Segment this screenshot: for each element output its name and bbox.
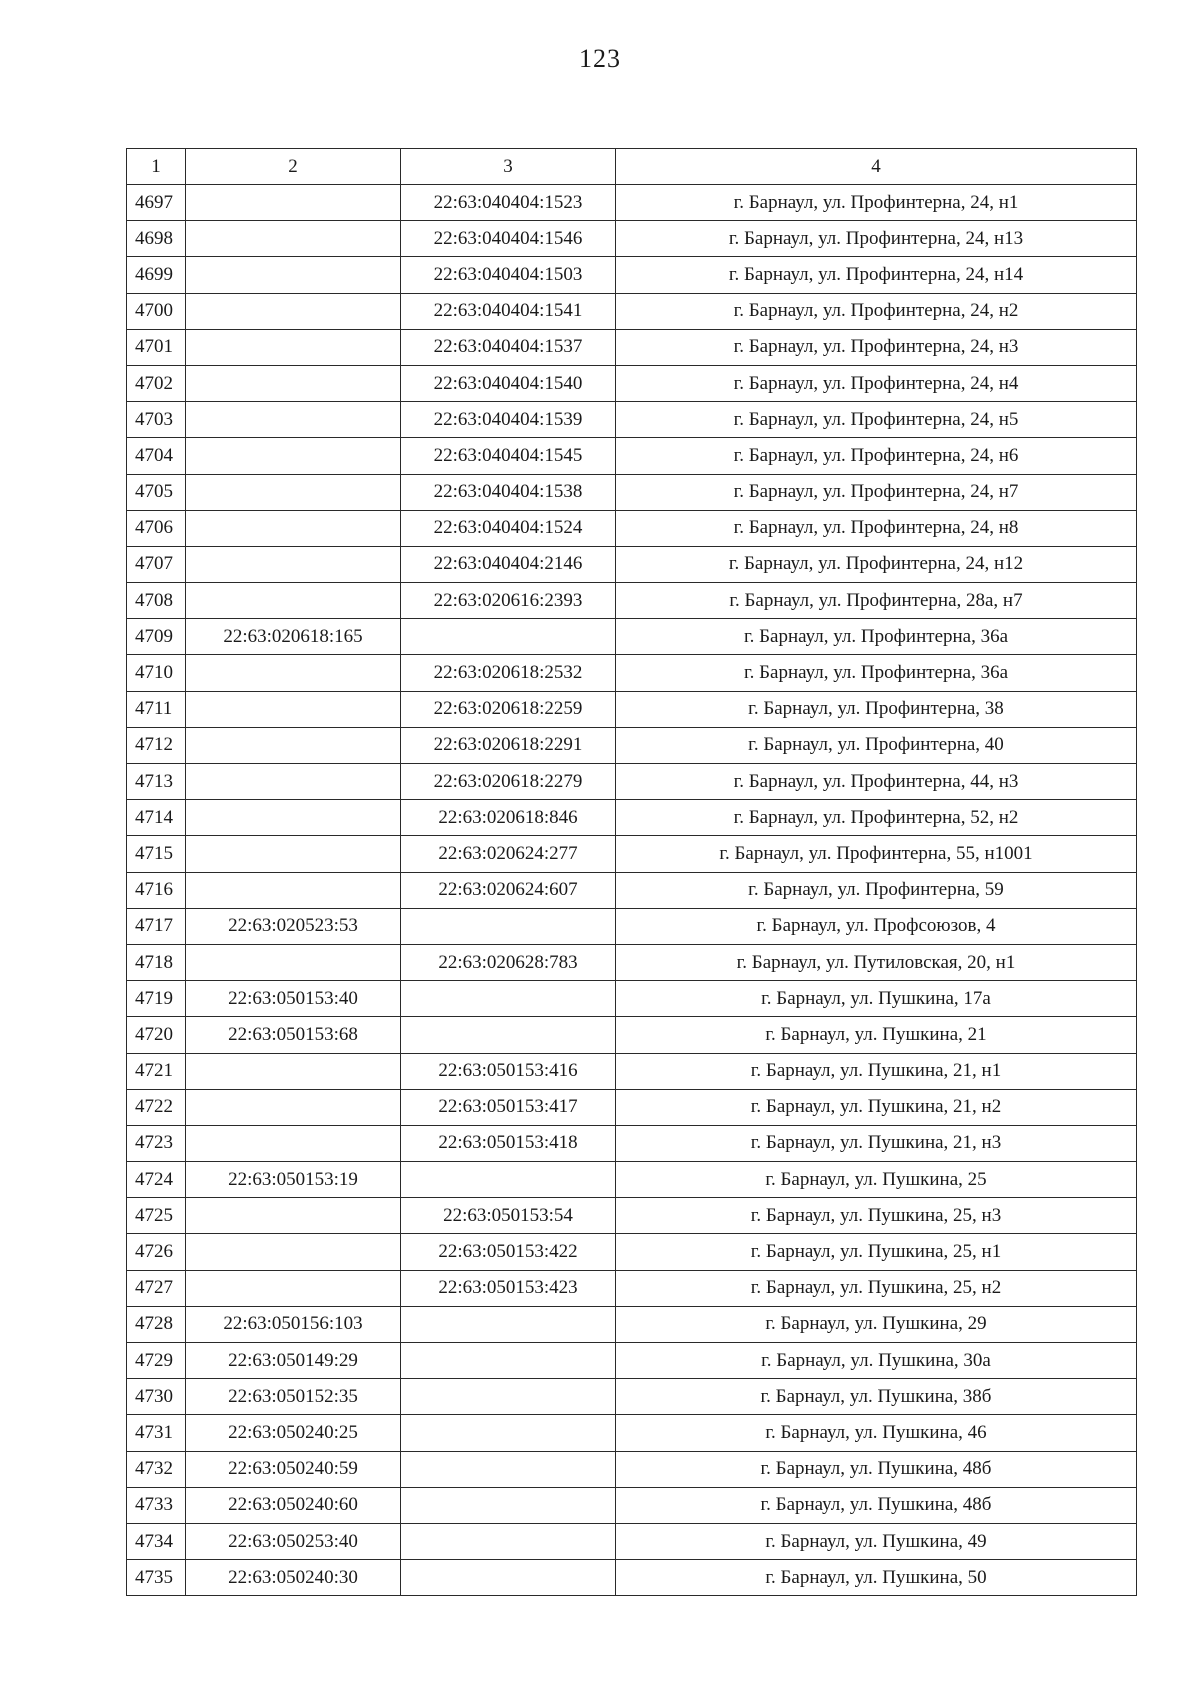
table-row	[127, 510, 1137, 546]
cell-cadastral-number-building: 22:63:050153:423	[401, 1270, 616, 1306]
cell-cadastral-number-land: 22:63:050153:40	[186, 981, 401, 1017]
cell-address: г. Барнаул, ул. Профинтерна, 36а	[616, 619, 1137, 655]
table-row	[127, 1089, 1137, 1125]
cell-address: г. Барнаул, ул. Пушкина, 50	[616, 1560, 1137, 1596]
table-row	[127, 1379, 1137, 1415]
cell-row-number: 4726	[127, 1234, 186, 1270]
cell-address: г. Барнаул, ул. Профинтерна, 24, н14	[616, 257, 1137, 293]
cell-address: г. Барнаул, ул. Профинтерна, 24, н2	[616, 293, 1137, 329]
cell-address: г. Барнаул, ул. Профинтерна, 24, н4	[616, 365, 1137, 401]
cell-cadastral-number-land	[186, 764, 401, 800]
cell-row-number: 4711	[127, 691, 186, 727]
cell-cadastral-number-land	[186, 691, 401, 727]
cell-cadastral-number-land	[186, 800, 401, 836]
table-row	[127, 546, 1137, 582]
cell-cadastral-number-building	[401, 1415, 616, 1451]
cell-row-number: 4731	[127, 1415, 186, 1451]
cell-cadastral-number-building	[401, 1487, 616, 1523]
cell-row-number: 4712	[127, 727, 186, 763]
table-header-row	[127, 149, 1137, 185]
cell-cadastral-number-building: 22:63:040404:1503	[401, 257, 616, 293]
table-row	[127, 727, 1137, 763]
cell-row-number: 4730	[127, 1379, 186, 1415]
cell-row-number: 4727	[127, 1270, 186, 1306]
cell-cadastral-number-building: 22:63:040404:1538	[401, 474, 616, 510]
cell-address: г. Барнаул, ул. Профинтерна, 40	[616, 727, 1137, 763]
cell-address: г. Барнаул, ул. Профинтерна, 28а, н7	[616, 583, 1137, 619]
cell-address: г. Барнаул, ул. Профинтерна, 24, н13	[616, 221, 1137, 257]
cell-cadastral-number-land	[186, 872, 401, 908]
cell-cadastral-number-building: 22:63:020618:846	[401, 800, 616, 836]
table-row	[127, 1451, 1137, 1487]
table-row	[127, 691, 1137, 727]
table-row	[127, 365, 1137, 401]
table-row	[127, 1125, 1137, 1161]
cell-row-number: 4722	[127, 1089, 186, 1125]
cell-cadastral-number-land	[186, 836, 401, 872]
cell-cadastral-number-land	[186, 185, 401, 221]
column-header-2: 2	[186, 149, 401, 185]
cell-cadastral-number-building: 22:63:050153:54	[401, 1198, 616, 1234]
cell-address: г. Барнаул, ул. Профинтерна, 52, н2	[616, 800, 1137, 836]
cell-row-number: 4720	[127, 1017, 186, 1053]
cell-address: г. Барнаул, ул. Профинтерна, 24, н3	[616, 329, 1137, 365]
cell-address: г. Барнаул, ул. Профинтерна, 59	[616, 872, 1137, 908]
cell-cadastral-number-land: 22:63:050253:40	[186, 1523, 401, 1559]
cell-cadastral-number-land	[186, 510, 401, 546]
cell-cadastral-number-building: 22:63:040404:1541	[401, 293, 616, 329]
table-row	[127, 944, 1137, 980]
cell-cadastral-number-land	[186, 293, 401, 329]
cell-address: г. Барнаул, ул. Пушкина, 21, н1	[616, 1053, 1137, 1089]
cell-cadastral-number-land	[186, 1053, 401, 1089]
cell-cadastral-number-building	[401, 1017, 616, 1053]
cell-row-number: 4725	[127, 1198, 186, 1234]
page-number: 123	[579, 44, 621, 73]
cell-cadastral-number-building: 22:63:020618:2532	[401, 655, 616, 691]
cell-address: г. Барнаул, ул. Пушкина, 21, н2	[616, 1089, 1137, 1125]
cell-cadastral-number-building: 22:63:040404:1545	[401, 438, 616, 474]
table-row	[127, 438, 1137, 474]
table-row	[127, 908, 1137, 944]
cell-cadastral-number-building	[401, 1162, 616, 1198]
cell-cadastral-number-land	[186, 329, 401, 365]
cell-cadastral-number-building	[401, 981, 616, 1017]
table-row	[127, 981, 1137, 1017]
cell-cadastral-number-land: 22:63:050152:35	[186, 1379, 401, 1415]
cell-cadastral-number-building: 22:63:020618:2279	[401, 764, 616, 800]
cell-cadastral-number-land	[186, 365, 401, 401]
cell-cadastral-number-building: 22:63:040404:1546	[401, 221, 616, 257]
cell-row-number: 4718	[127, 944, 186, 980]
cell-row-number: 4733	[127, 1487, 186, 1523]
cell-cadastral-number-land	[186, 257, 401, 293]
table-row	[127, 1017, 1137, 1053]
table-row	[127, 655, 1137, 691]
cell-cadastral-number-land	[186, 944, 401, 980]
cell-cadastral-number-building: 22:63:040404:1540	[401, 365, 616, 401]
table-row	[127, 1415, 1137, 1451]
cell-row-number: 4717	[127, 908, 186, 944]
cell-row-number: 4714	[127, 800, 186, 836]
cell-address: г. Барнаул, ул. Профинтерна, 24, н1	[616, 185, 1137, 221]
cell-cadastral-number-building	[401, 1560, 616, 1596]
table-row	[127, 1523, 1137, 1559]
table-row	[127, 1053, 1137, 1089]
table-row	[127, 1234, 1137, 1270]
cell-address: г. Барнаул, ул. Пушкина, 25, н3	[616, 1198, 1137, 1234]
cell-cadastral-number-land	[186, 1234, 401, 1270]
cell-cadastral-number-building: 22:63:020624:607	[401, 872, 616, 908]
cell-row-number: 4715	[127, 836, 186, 872]
cell-cadastral-number-land	[186, 583, 401, 619]
cell-cadastral-number-building	[401, 1379, 616, 1415]
cell-row-number: 4732	[127, 1451, 186, 1487]
cell-address: г. Барнаул, ул. Пушкина, 29	[616, 1306, 1137, 1342]
cell-cadastral-number-building	[401, 1343, 616, 1379]
cell-cadastral-number-building: 22:63:020628:783	[401, 944, 616, 980]
cell-cadastral-number-land	[186, 438, 401, 474]
cell-cadastral-number-building: 22:63:040404:2146	[401, 546, 616, 582]
cell-cadastral-number-land	[186, 1198, 401, 1234]
table-row	[127, 836, 1137, 872]
table-row	[127, 764, 1137, 800]
cell-cadastral-number-land: 22:63:050240:60	[186, 1487, 401, 1523]
table-row	[127, 185, 1137, 221]
cell-row-number: 4699	[127, 257, 186, 293]
cell-cadastral-number-building	[401, 1523, 616, 1559]
cell-address: г. Барнаул, ул. Пушкина, 30а	[616, 1343, 1137, 1379]
table-row	[127, 872, 1137, 908]
cell-cadastral-number-building: 22:63:050153:422	[401, 1234, 616, 1270]
cell-row-number: 4708	[127, 583, 186, 619]
cell-address: г. Барнаул, ул. Профинтерна, 38	[616, 691, 1137, 727]
cell-cadastral-number-land	[186, 727, 401, 763]
cell-cadastral-number-land: 22:63:050149:29	[186, 1343, 401, 1379]
cell-cadastral-number-building: 22:63:040404:1537	[401, 329, 616, 365]
cell-cadastral-number-building: 22:63:040404:1539	[401, 402, 616, 438]
table-row	[127, 1560, 1137, 1596]
cell-cadastral-number-land: 22:63:050240:25	[186, 1415, 401, 1451]
cell-row-number: 4723	[127, 1125, 186, 1161]
cell-row-number: 4697	[127, 185, 186, 221]
cell-cadastral-number-land: 22:63:050156:103	[186, 1306, 401, 1342]
cell-cadastral-number-building: 22:63:020624:277	[401, 836, 616, 872]
cell-cadastral-number-land	[186, 546, 401, 582]
cell-cadastral-number-building: 22:63:050153:416	[401, 1053, 616, 1089]
cell-row-number: 4703	[127, 402, 186, 438]
cell-address: г. Барнаул, ул. Профинтерна, 24, н7	[616, 474, 1137, 510]
cell-address: г. Барнаул, ул. Пушкина, 48б	[616, 1487, 1137, 1523]
cell-row-number: 4734	[127, 1523, 186, 1559]
cell-cadastral-number-building: 22:63:050153:417	[401, 1089, 616, 1125]
cell-cadastral-number-land	[186, 1270, 401, 1306]
cell-address: г. Барнаул, ул. Профинтерна, 24, н6	[616, 438, 1137, 474]
cell-row-number: 4713	[127, 764, 186, 800]
cell-row-number: 4701	[127, 329, 186, 365]
cell-address: г. Барнаул, ул. Пушкина, 46	[616, 1415, 1137, 1451]
cell-address: г. Барнаул, ул. Профсоюзов, 4	[616, 908, 1137, 944]
cell-row-number: 4700	[127, 293, 186, 329]
cell-row-number: 4710	[127, 655, 186, 691]
cell-address: г. Барнаул, ул. Пушкина, 21, н3	[616, 1125, 1137, 1161]
cell-cadastral-number-land: 22:63:020523:53	[186, 908, 401, 944]
cell-cadastral-number-land: 22:63:020618:165	[186, 619, 401, 655]
cell-address: г. Барнаул, ул. Профинтерна, 36а	[616, 655, 1137, 691]
cell-cadastral-number-land	[186, 1125, 401, 1161]
cell-cadastral-number-building: 22:63:040404:1523	[401, 185, 616, 221]
cell-address: г. Барнаул, ул. Профинтерна, 55, н1001	[616, 836, 1137, 872]
table-row	[127, 474, 1137, 510]
column-header-1: 1	[127, 149, 186, 185]
cell-cadastral-number-building: 22:63:020618:2291	[401, 727, 616, 763]
table-body	[127, 185, 1137, 1596]
cell-address: г. Барнаул, ул. Пушкина, 25, н2	[616, 1270, 1137, 1306]
column-header-4: 4	[616, 149, 1137, 185]
cell-cadastral-number-land: 22:63:050153:68	[186, 1017, 401, 1053]
cell-address: г. Барнаул, ул. Пушкина, 38б	[616, 1379, 1137, 1415]
table-row	[127, 619, 1137, 655]
cell-cadastral-number-building: 22:63:020616:2393	[401, 583, 616, 619]
column-header-3: 3	[401, 149, 616, 185]
cell-row-number: 4704	[127, 438, 186, 474]
table-row	[127, 1162, 1137, 1198]
cell-cadastral-number-land	[186, 474, 401, 510]
cell-row-number: 4706	[127, 510, 186, 546]
cell-cadastral-number-land: 22:63:050153:19	[186, 1162, 401, 1198]
cell-row-number: 4705	[127, 474, 186, 510]
cell-row-number: 4735	[127, 1560, 186, 1596]
cell-address: г. Барнаул, ул. Профинтерна, 24, н12	[616, 546, 1137, 582]
cell-row-number: 4728	[127, 1306, 186, 1342]
cell-row-number: 4702	[127, 365, 186, 401]
table-row	[127, 221, 1137, 257]
cell-row-number: 4707	[127, 546, 186, 582]
table-row	[127, 1198, 1137, 1234]
cell-address: г. Барнаул, ул. Пушкина, 17а	[616, 981, 1137, 1017]
table-row	[127, 583, 1137, 619]
cell-cadastral-number-land: 22:63:050240:30	[186, 1560, 401, 1596]
cell-cadastral-number-building	[401, 1451, 616, 1487]
cell-cadastral-number-land: 22:63:050240:59	[186, 1451, 401, 1487]
cell-row-number: 4729	[127, 1343, 186, 1379]
register-table	[126, 148, 1137, 1596]
cell-row-number: 4709	[127, 619, 186, 655]
cell-cadastral-number-building: 22:63:040404:1524	[401, 510, 616, 546]
table-row	[127, 800, 1137, 836]
table-row	[127, 293, 1137, 329]
cell-cadastral-number-building: 22:63:020618:2259	[401, 691, 616, 727]
cell-row-number: 4724	[127, 1162, 186, 1198]
cell-address: г. Барнаул, ул. Пушкина, 48б	[616, 1451, 1137, 1487]
cell-address: г. Барнаул, ул. Профинтерна, 24, н5	[616, 402, 1137, 438]
table-row	[127, 1487, 1137, 1523]
table-row	[127, 1270, 1137, 1306]
cell-cadastral-number-building	[401, 1306, 616, 1342]
cell-address: г. Барнаул, ул. Пушкина, 49	[616, 1523, 1137, 1559]
cell-address: г. Барнаул, ул. Пушкина, 25, н1	[616, 1234, 1137, 1270]
table-row	[127, 329, 1137, 365]
cell-address: г. Барнаул, ул. Путиловская, 20, н1	[616, 944, 1137, 980]
table-row	[127, 1343, 1137, 1379]
cell-row-number: 4721	[127, 1053, 186, 1089]
cell-address: г. Барнаул, ул. Пушкина, 21	[616, 1017, 1137, 1053]
cell-cadastral-number-building	[401, 908, 616, 944]
cell-cadastral-number-building: 22:63:050153:418	[401, 1125, 616, 1161]
cell-cadastral-number-land	[186, 221, 401, 257]
cell-address: г. Барнаул, ул. Профинтерна, 44, н3	[616, 764, 1137, 800]
table-row	[127, 402, 1137, 438]
cell-cadastral-number-land	[186, 402, 401, 438]
cell-cadastral-number-building	[401, 619, 616, 655]
cell-address: г. Барнаул, ул. Профинтерна, 24, н8	[616, 510, 1137, 546]
cell-row-number: 4716	[127, 872, 186, 908]
table-row	[127, 1306, 1137, 1342]
cell-row-number: 4719	[127, 981, 186, 1017]
table-row	[127, 257, 1137, 293]
cell-address: г. Барнаул, ул. Пушкина, 25	[616, 1162, 1137, 1198]
cell-row-number: 4698	[127, 221, 186, 257]
cell-cadastral-number-land	[186, 1089, 401, 1125]
cell-cadastral-number-land	[186, 655, 401, 691]
